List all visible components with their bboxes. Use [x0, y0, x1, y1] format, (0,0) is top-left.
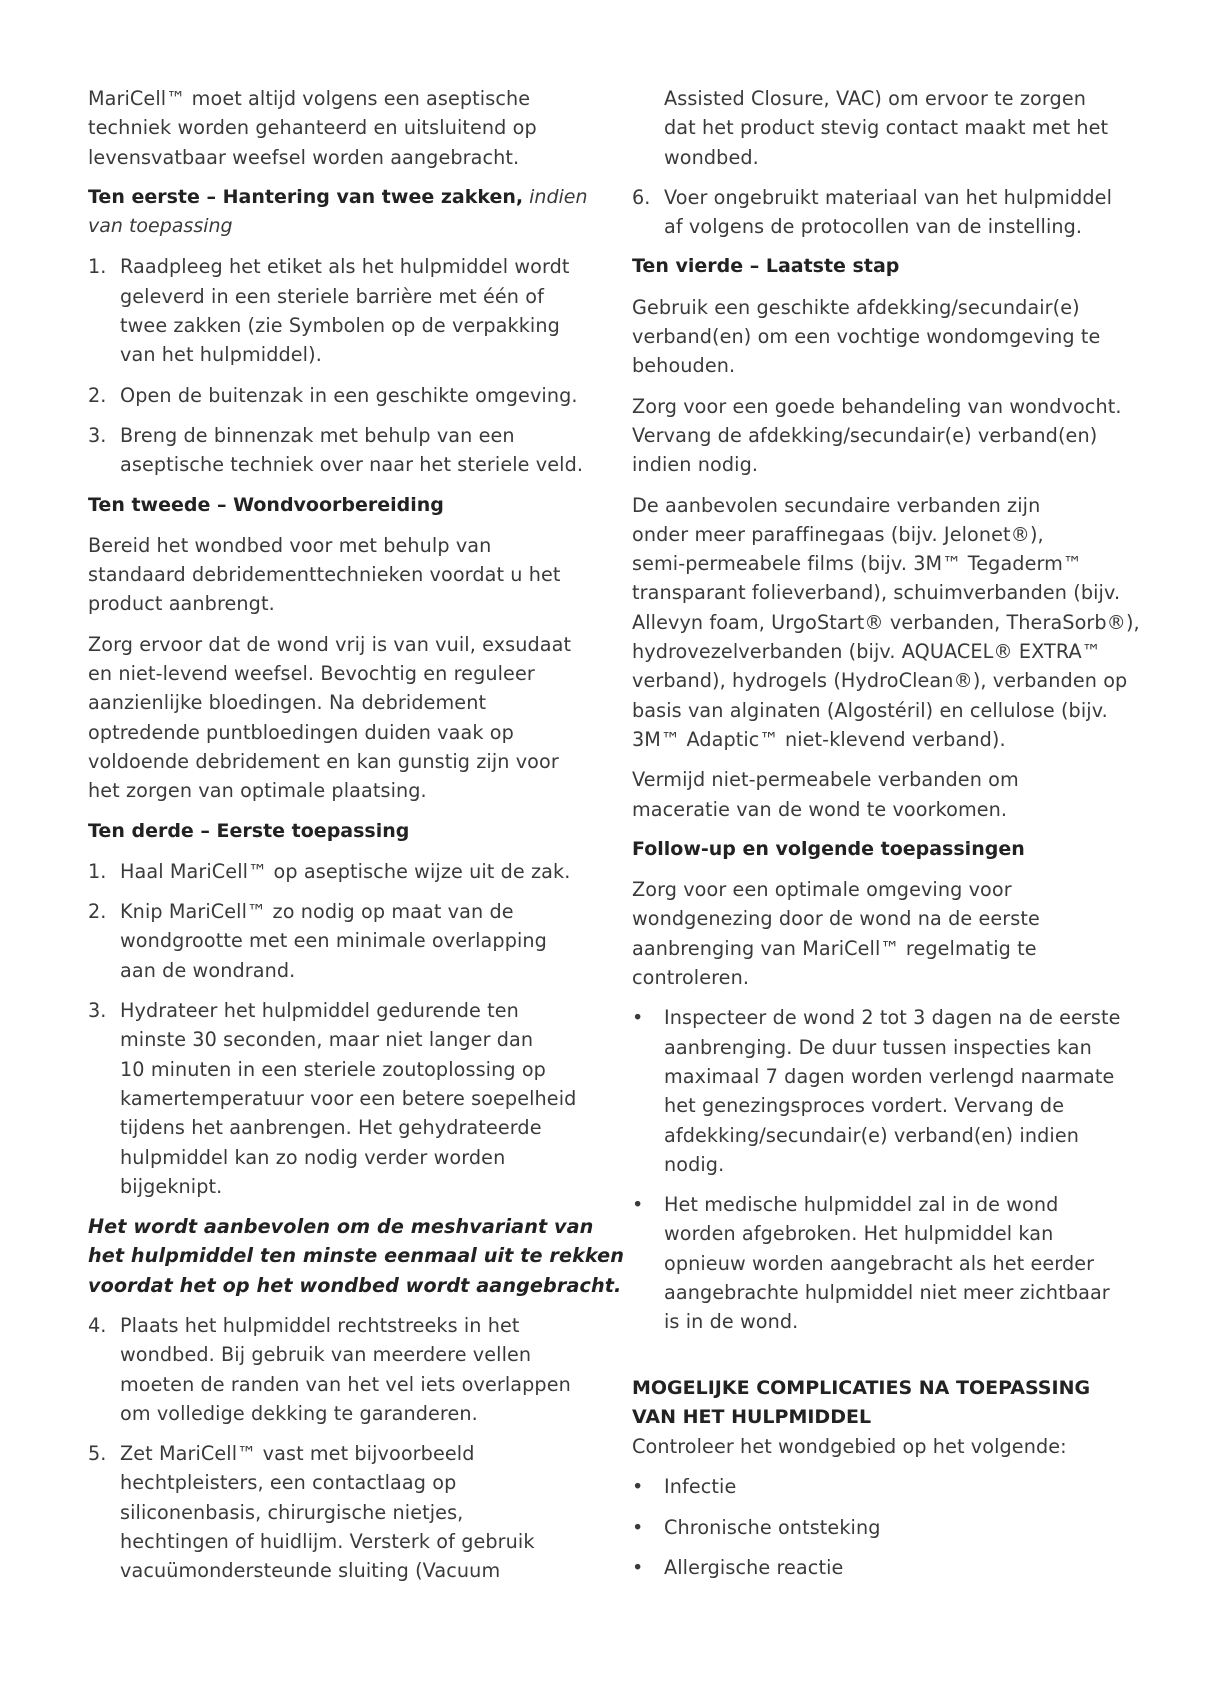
intro-paragraph [88, 84, 608, 172]
text-line: behouden. [632, 354, 736, 378]
text-line: Infectie [664, 1475, 737, 1499]
text-line: Zorg ervoor dat de wond vrij is van vuil, exsudaat [88, 632, 572, 656]
text-line: Voer ongebruikt materiaal van het hulpmiddel [664, 185, 1112, 209]
text-line: het genezingsproces vordert. Vervang de [664, 1094, 1065, 1118]
text-line: standaard debridementtechnieken voordat u het [88, 563, 561, 587]
text-line: aseptische techniek over naar het steriele veld. [120, 453, 584, 477]
section-heading-third: Ten derde – Eerste toepassing [88, 819, 410, 842]
bullet-icon: • [632, 1193, 644, 1217]
text-line: Breng de binnenzak met behulp van een [120, 423, 515, 447]
text-line: aanbrenging van MariCell™ regelmatig te [632, 936, 1037, 960]
text-line: Allevyn foam, UrgoStart® verbanden, TheraSorb®), [632, 610, 1140, 634]
text-line: moeten de randen van het vel iets overlappen [120, 1372, 571, 1396]
bullet-icon: • [632, 1006, 644, 1030]
list-item [632, 183, 1152, 242]
text-line: Open de buitenzak in een geschikte omgeving. [120, 383, 578, 407]
heading-line: MOGELIJKE COMPLICATIES NA TOEPASSING [632, 1376, 1091, 1399]
text-line: aan de wondrand. [120, 958, 296, 982]
text-line: 3M™ Adaptic™ niet-klevend verband). [632, 727, 1006, 751]
text-line: Knip MariCell™ zo nodig op maat van de [120, 900, 514, 924]
list-number: 3. [88, 423, 107, 447]
heading-italic: indien [523, 185, 588, 208]
text-line: aanbrenging. De duur tussen inspecties kan [664, 1035, 1092, 1059]
paragraph [88, 630, 608, 806]
text-line: Zet MariCell™ vast met bijvoorbeeld [120, 1442, 475, 1466]
text-line: wondbed. Bij gebruik van meerdere vellen [120, 1343, 532, 1367]
text-line: hechtpleisters, een contactlaag op [120, 1471, 457, 1495]
text-line: maceratie van de wond te voorkomen. [632, 797, 1008, 821]
text-line: Allergische reactie [664, 1556, 844, 1580]
bullet-item [632, 1553, 1152, 1582]
list-number: 5. [88, 1442, 107, 1466]
right-column [632, 84, 1152, 1593]
text-line: is in de wond. [664, 1310, 799, 1334]
text-line: maximaal 7 dagen worden verlengd naarmate [664, 1064, 1115, 1088]
text-line: semi-permeabele films (bijv. 3M™ Tegaderm™ [632, 552, 1083, 576]
text-line: onder meer paraffinegaas (bijv. Jelonet®), [632, 522, 1044, 546]
section-heading-second: Ten tweede – Wondvoorbereiding [88, 493, 444, 516]
recommendation-note [88, 1212, 624, 1300]
text-line: tijdens het aanbrengen. Het gehydrateerde [120, 1116, 542, 1140]
text-line: afdekking/secundair(e) verband(en) indien [664, 1123, 1079, 1147]
list-item [88, 857, 608, 886]
text-line: hechtingen of huidlijm. Versterk of gebruik [120, 1530, 535, 1554]
list-item-continued [632, 84, 1152, 172]
list-number: 2. [88, 900, 107, 924]
heading-bold: Ten eerste – Hantering van twee zakken, [88, 185, 524, 208]
text-line: levensvatbaar weefsel worden aangebracht. [88, 145, 520, 169]
text-line: nodig. [664, 1152, 725, 1176]
text-line: het hulpmiddel ten minste eenmaal uit te rekken [88, 1244, 624, 1268]
list-number: 4. [88, 1313, 107, 1337]
text-line: wondgenezing door de wond na de eerste [632, 907, 1040, 931]
bullet-item [632, 1190, 1152, 1336]
list-number: 1. [88, 255, 107, 279]
bullet-item [632, 1513, 1152, 1542]
text-line: Chronische ontsteking [664, 1515, 881, 1539]
text-line: Zorg voor een optimale omgeving voor [632, 878, 1012, 902]
text-line: Assisted Closure, VAC) om ervoor te zorgen [664, 87, 1086, 110]
list-number: 3. [88, 999, 107, 1023]
list-number: 6. [632, 185, 651, 209]
text-line: hydrovezelverbanden (bijv. AQUACEL® EXTRA™ [632, 640, 1101, 664]
list-item [88, 897, 608, 985]
text-line: verband), hydrogels (HydroClean®), verbanden op [632, 669, 1128, 693]
text-line: aangebrachte hulpmiddel niet meer zichtbaar [664, 1280, 1110, 1304]
text-line: verband(en) om een vochtige wondomgeving te [632, 325, 1101, 349]
paragraph [632, 491, 1152, 755]
text-line: en niet-levend weefsel. Bevochtig en reguleer [88, 662, 535, 686]
bullet-item [632, 1472, 1152, 1501]
list-item [88, 1439, 608, 1585]
text-line: product aanbrengt. [88, 592, 275, 616]
bullet-icon: • [632, 1475, 644, 1499]
text-line: minste 30 seconden, maar niet langer dan [120, 1028, 534, 1052]
text-line: opnieuw worden aangebracht als het eerder [664, 1251, 1095, 1275]
text-line: Haal MariCell™ op aseptische wijze uit de zak. [120, 859, 571, 883]
text-line: Hydrateer het hulpmiddel gedurende ten [120, 999, 519, 1023]
text-line: het zorgen van optimale plaatsing. [88, 779, 427, 803]
text-line: af volgens de protocollen van de instelling. [664, 215, 1083, 239]
text-line: basis van alginaten (Algostéril) en cellulose (bijv. [632, 698, 1108, 722]
heading-line: VAN HET HULPMIDDEL [632, 1405, 872, 1428]
text-line: techniek worden gehanteerd en uitsluitend op [88, 116, 537, 140]
list-item [88, 1311, 608, 1428]
bullet-icon: • [632, 1515, 644, 1539]
list-item [88, 996, 608, 1201]
text-line: Het medische hulpmiddel zal in de wond [664, 1193, 1059, 1217]
left-column [88, 84, 624, 1597]
text-line: bijgeknipt. [120, 1174, 223, 1198]
text-line: twee zakken (zie Symbolen op de verpakking [120, 314, 560, 338]
text-line: Zorg voor een goede behandeling van wondvocht. [632, 394, 1122, 418]
text-line: Vervang de afdekking/secundair(e) verband(en) [632, 423, 1098, 447]
text-line: siliconenbasis, chirurgische nietjes, [120, 1500, 464, 1524]
text-line: kamertemperatuur voor een betere soepelheid [120, 1086, 577, 1110]
paragraph [632, 293, 1152, 381]
list-number: 2. [88, 383, 107, 407]
list-item [88, 381, 608, 410]
text-line: voldoende debridement en kan gunstig zijn voor [88, 749, 559, 773]
text-line: 10 minuten in een steriele zoutoplossing op [120, 1057, 546, 1081]
list-item [88, 252, 608, 369]
text-line: worden afgebroken. Het hulpmiddel kan [664, 1222, 1054, 1246]
text-line: vacuümondersteunde sluiting (Vacuum [120, 1559, 501, 1583]
text-line: transparant folieverband), schuimverbanden (bijv. [632, 581, 1121, 605]
bullet-item [632, 1003, 1152, 1179]
text-line: Gebruik een geschikte afdekking/secundair(e) [632, 295, 1080, 319]
complications-heading [632, 1374, 1152, 1433]
text-line: wondbed. [664, 145, 759, 169]
text-line: wondgrootte met een minimale overlapping [120, 929, 547, 953]
text-line: indien nodig. [632, 453, 759, 477]
text-line: Vermijd niet-permeabele verbanden om [632, 768, 1019, 792]
text-line: van het hulpmiddel). [120, 343, 322, 367]
text-line: om volledige dekking te garanderen. [120, 1401, 478, 1425]
paragraph [88, 531, 608, 619]
text-line: hulpmiddel kan zo nodig verder worden [120, 1145, 506, 1169]
list-item [88, 421, 608, 480]
text-line: Plaats het hulpmiddel rechtstreeks in het [120, 1313, 520, 1337]
text-line: controleren. [632, 966, 750, 990]
text-line: MariCell™ moet altijd volgens een aseptische [88, 87, 531, 110]
text-line: voordat het op het wondbed wordt aangebracht. [88, 1273, 622, 1297]
paragraph [632, 392, 1152, 480]
text-line: aanzienlijke bloedingen. Na debridement [88, 691, 487, 715]
text-line: geleverd in een steriele barrière met één of [120, 284, 544, 308]
section-heading-followup: Follow-up en volgende toepassingen [632, 837, 1025, 860]
paragraph [632, 875, 1152, 992]
text-line: dat het product stevig contact maakt met het [664, 116, 1109, 140]
list-number: 1. [88, 859, 107, 883]
section-heading-first [88, 183, 608, 242]
text-line: De aanbevolen secundaire verbanden zijn [632, 493, 1041, 517]
text-line: Bereid het wondbed voor met behulp van [88, 533, 492, 557]
text-line: Raadpleeg het etiket als het hulpmiddel wordt [120, 255, 570, 279]
heading-italic: van toepassing [88, 215, 233, 238]
text-line: optredende puntbloedingen duiden vaak op [88, 720, 514, 744]
paragraph [632, 765, 1152, 824]
bullet-icon: • [632, 1556, 644, 1580]
section-heading-fourth: Ten vierde – Laatste stap [632, 255, 900, 278]
text-line: Het wordt aanbevolen om de meshvariant van [88, 1215, 594, 1239]
complications-intro: Controleer het wondgebied op het volgende: [632, 1435, 1067, 1459]
text-line: Inspecteer de wond 2 tot 3 dagen na de eerste [664, 1006, 1121, 1030]
